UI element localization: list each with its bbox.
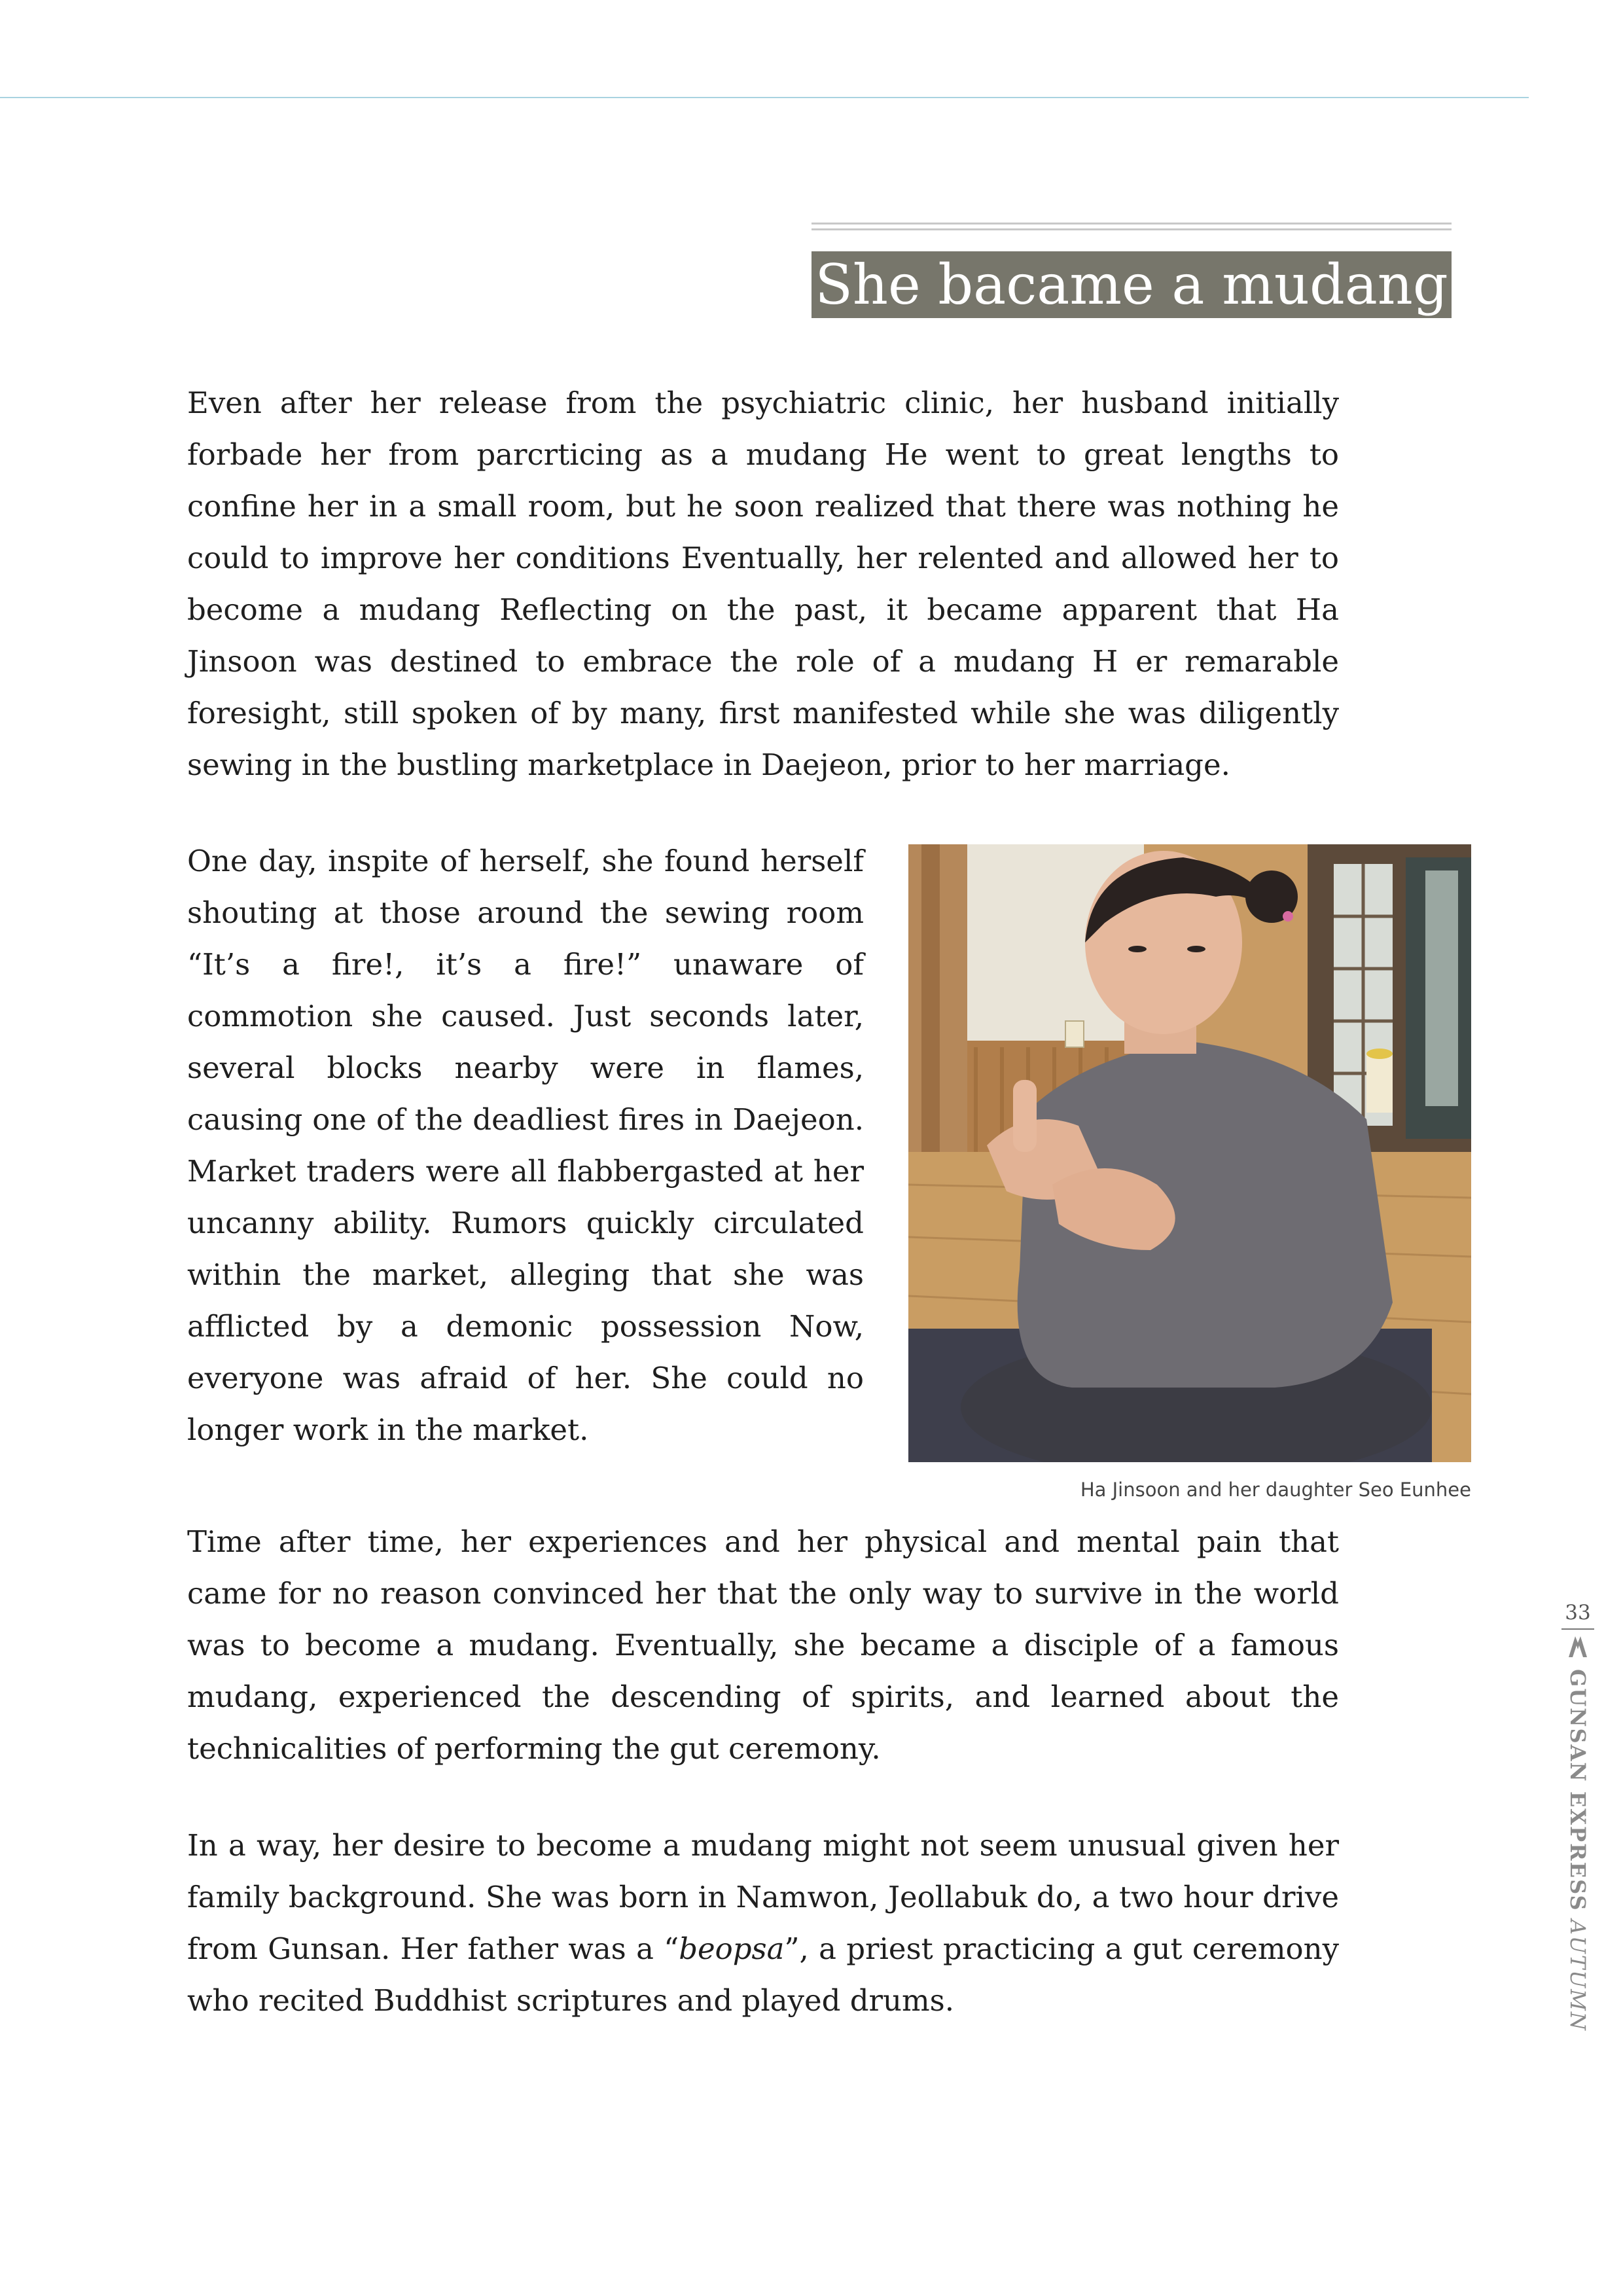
- gunsan-express-logo-icon: [1566, 1632, 1590, 1660]
- paragraph-4-emphasis: beopsa: [679, 1931, 785, 1966]
- page-number: 33: [1565, 1601, 1591, 1624]
- article-paragraph-1: Even after her release from the psychiatric clinic, her husband initially forbade her from parcrticing as a mudang He went to great lengths to confine her in a small room, but he soon realized that there was nothing he could to improve her conditions Eventually, her relented and allowed her to become a mudang Reflecting on the past, it became apparent that Ha Jinsoon was destined to embrace the role of a mudang H er remarable foresight, still spoken of by many, first manifested while she was diligently sewing in the bustling marketplace in Daejeon, prior to her marriage.: [187, 386, 1339, 782]
- title-rule-top: [812, 223, 1452, 224]
- magazine-title: GUNSAN EXPRESS: [1565, 1669, 1590, 1912]
- article-title-box: [812, 251, 1452, 318]
- magazine-season: AUTUMN: [1565, 1919, 1590, 2032]
- paragraph-4-text-before: In a way, her desire to become a mudang might not seem unusual given her family background. She was born in Namwon, Jeollabuk do, a two hour drive from Gunsan. Her father was a “: [187, 1828, 1339, 1966]
- title-rule-bottom: [812, 228, 1452, 230]
- article-paragraph-2: One day, inspite of herself, she found herself shouting at those around the sewing room “It’s a fire!, it’s a fire!” unaware of commotion she caused. Just seconds later, several blocks nearby were in flames, causing one of the deadliest fires in Daejeon. Market traders were all flabbergasted at her uncanny ability. Rumors quickly circulated within the market, alleging that she was afflicted by a demonic possession Now, everyone was afraid of her. She could no longer work in the market.: [187, 844, 864, 1447]
- article-title: She bacame a mudang: [815, 253, 1448, 317]
- photo-caption: Ha Jinsoon and her daughter Seo Eunhee: [1080, 1479, 1471, 1501]
- article-photo: [908, 844, 1471, 1462]
- article-paragraph-4: [187, 1820, 1339, 2026]
- paragraph-4-text-after: ”, a priest practicing a gut ceremony who recited Buddhist scriptures and played drums.: [187, 1931, 1339, 2018]
- magazine-name: [1567, 1669, 1589, 2032]
- article-paragraph-3: Time after time, her experiences and her physical and mental pain that came for no reason convinced her that the only way to survive in the world was to become a mudang. Eventually, she became a disciple of a famous mudang, experienced the descending of spirits, and learned about the technicalities of performing the gut ceremony.: [187, 1524, 1339, 1766]
- page-number-rule: [1561, 1628, 1594, 1630]
- header-rule: [0, 97, 1529, 98]
